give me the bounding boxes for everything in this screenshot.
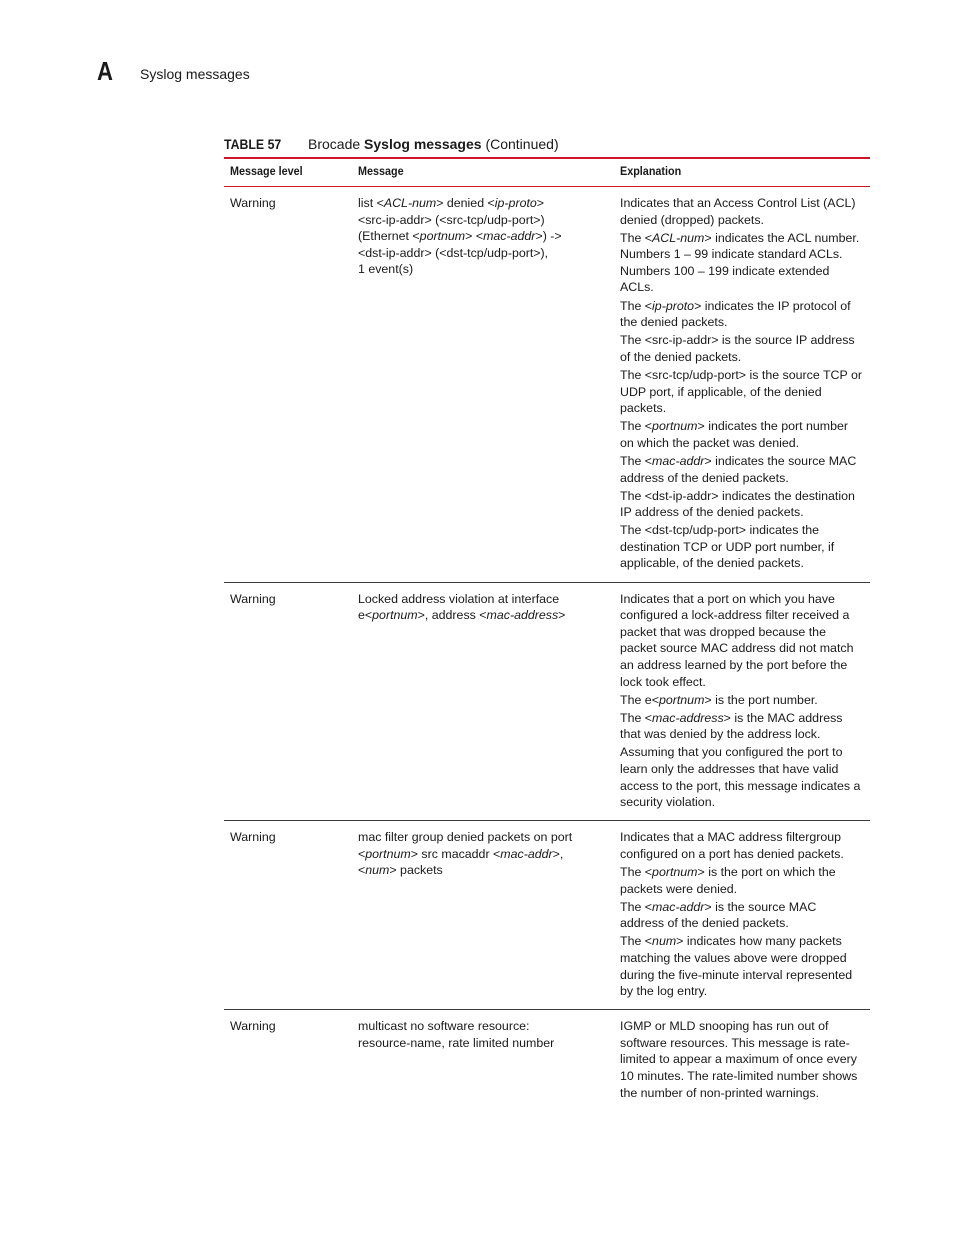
explanation-paragraph: The <src-tcp/udp-port> is the source TCP or UDP port, if applicable, of the denied packets. xyxy=(620,367,862,416)
cell-message xyxy=(352,582,614,821)
cell-message xyxy=(352,1010,614,1111)
message-line: resource-name, rate limited number xyxy=(358,1035,555,1050)
message-line: e<portnum>, address <mac-address> xyxy=(358,608,566,623)
table-row xyxy=(224,1010,870,1111)
explanation-paragraph: The <mac-addr> is the source MAC address of the denied packets. xyxy=(620,899,817,931)
message-line: Locked address violation at interface xyxy=(358,591,560,606)
caption-title: Syslog messages xyxy=(364,136,482,152)
explanation-paragraph: The <dst-tcp/udp-port> indicates the destination TCP or UDP port number, if applicable, of the denied packets. xyxy=(620,523,835,571)
explanation-paragraph: The e<portnum> is the port number. xyxy=(620,692,818,707)
cell-message-level: Warning xyxy=(230,591,276,606)
section-title: Syslog messages xyxy=(140,66,250,82)
explanation-paragraph: The <ACL-num> indicates the ACL number. Numbers 1 – 99 indicate standard ACLs. Numbers 100 – 199 indicate extended ACLs. xyxy=(620,230,860,295)
cell-explanation xyxy=(614,187,870,583)
caption-prefix: Brocade xyxy=(308,136,365,152)
cell-explanation xyxy=(614,821,870,1010)
column-header-level: Message level xyxy=(230,163,303,178)
explanation-paragraph: The <mac-address> is the MAC address that was denied by the address lock. xyxy=(620,710,843,742)
table-caption xyxy=(224,136,559,152)
cell-message-level: Warning xyxy=(230,830,276,845)
table-number: TABLE 57 xyxy=(224,136,282,152)
message-line: multicast no software resource: xyxy=(358,1019,530,1034)
explanation-paragraph: Assuming that you configured the port to learn only the addresses that have valid access to the port, this message indicates a security violation. xyxy=(620,745,861,810)
table-row xyxy=(224,187,870,583)
message-line: list <ACL-num> denied <ip-proto> xyxy=(358,196,545,210)
chapter-letter: A xyxy=(97,56,113,86)
cell-message xyxy=(352,187,614,583)
message-line: <num> packets xyxy=(358,863,443,878)
cell-message-level: Warning xyxy=(230,196,276,210)
table-row xyxy=(224,821,870,1010)
explanation-paragraph: The <mac-addr> indicates the source MAC address of the denied packets. xyxy=(620,453,857,485)
explanation-paragraph: IGMP or MLD snooping has run out of software resources. This message is rate-limited to appear a maximum of once every 10 minutes. The rate-limited number shows the number of non-printed warnings. xyxy=(620,1019,858,1100)
table-body xyxy=(224,187,870,1111)
cell-explanation xyxy=(614,582,870,821)
explanation-paragraph: The <portnum> is the port on which the packets were denied. xyxy=(620,864,836,896)
explanation-paragraph: The <ip-proto> indicates the IP protocol of the denied packets. xyxy=(620,298,851,330)
message-line: <src-ip-addr> (<src-tcp/udp-port>) xyxy=(358,212,545,227)
message-line: <dst-ip-addr> (<dst-tcp/udp-port>), xyxy=(358,245,549,260)
cell-explanation xyxy=(614,1010,870,1111)
message-line: 1 event(s) xyxy=(358,262,414,277)
syslog-table-container xyxy=(224,157,870,1111)
explanation-paragraph: The <portnum> indicates the port number on which the packet was denied. xyxy=(620,419,849,450)
explanation-paragraph: Indicates that a port on which you have configured a lock-address filter received a packet that was dropped because the packet source MAC address did not match an address learned by the port before the lock took effect. xyxy=(620,591,854,689)
explanation-paragraph: The <num> indicates how many packets matching the values above were dropped during the five-minute interval represented by the log entry. xyxy=(620,934,853,999)
explanation-paragraph: Indicates that a MAC address filtergroup configured on a port has denied packets. xyxy=(620,830,844,861)
table-row xyxy=(224,582,870,821)
explanation-paragraph: The <src-ip-addr> is the source IP address of the denied packets. xyxy=(620,333,855,364)
cell-message-level: Warning xyxy=(230,1019,276,1034)
message-line: (Ethernet <portnum> <mac-addr>) -> xyxy=(358,229,562,244)
caption-suffix: (Continued) xyxy=(481,136,559,152)
message-line: mac filter group denied packets on port xyxy=(358,830,573,845)
explanation-paragraph: Indicates that an Access Control List (ACL) denied (dropped) packets. xyxy=(620,196,856,227)
message-line: <portnum> src macaddr <mac-addr>, xyxy=(358,846,564,861)
cell-message xyxy=(352,821,614,1010)
explanation-paragraph: The <dst-ip-addr> indicates the destination IP address of the denied packets. xyxy=(620,488,855,520)
table-header-row xyxy=(224,158,870,187)
column-header-explanation: Explanation xyxy=(620,163,682,178)
syslog-table xyxy=(224,157,870,1111)
column-header-message: Message xyxy=(358,163,404,178)
